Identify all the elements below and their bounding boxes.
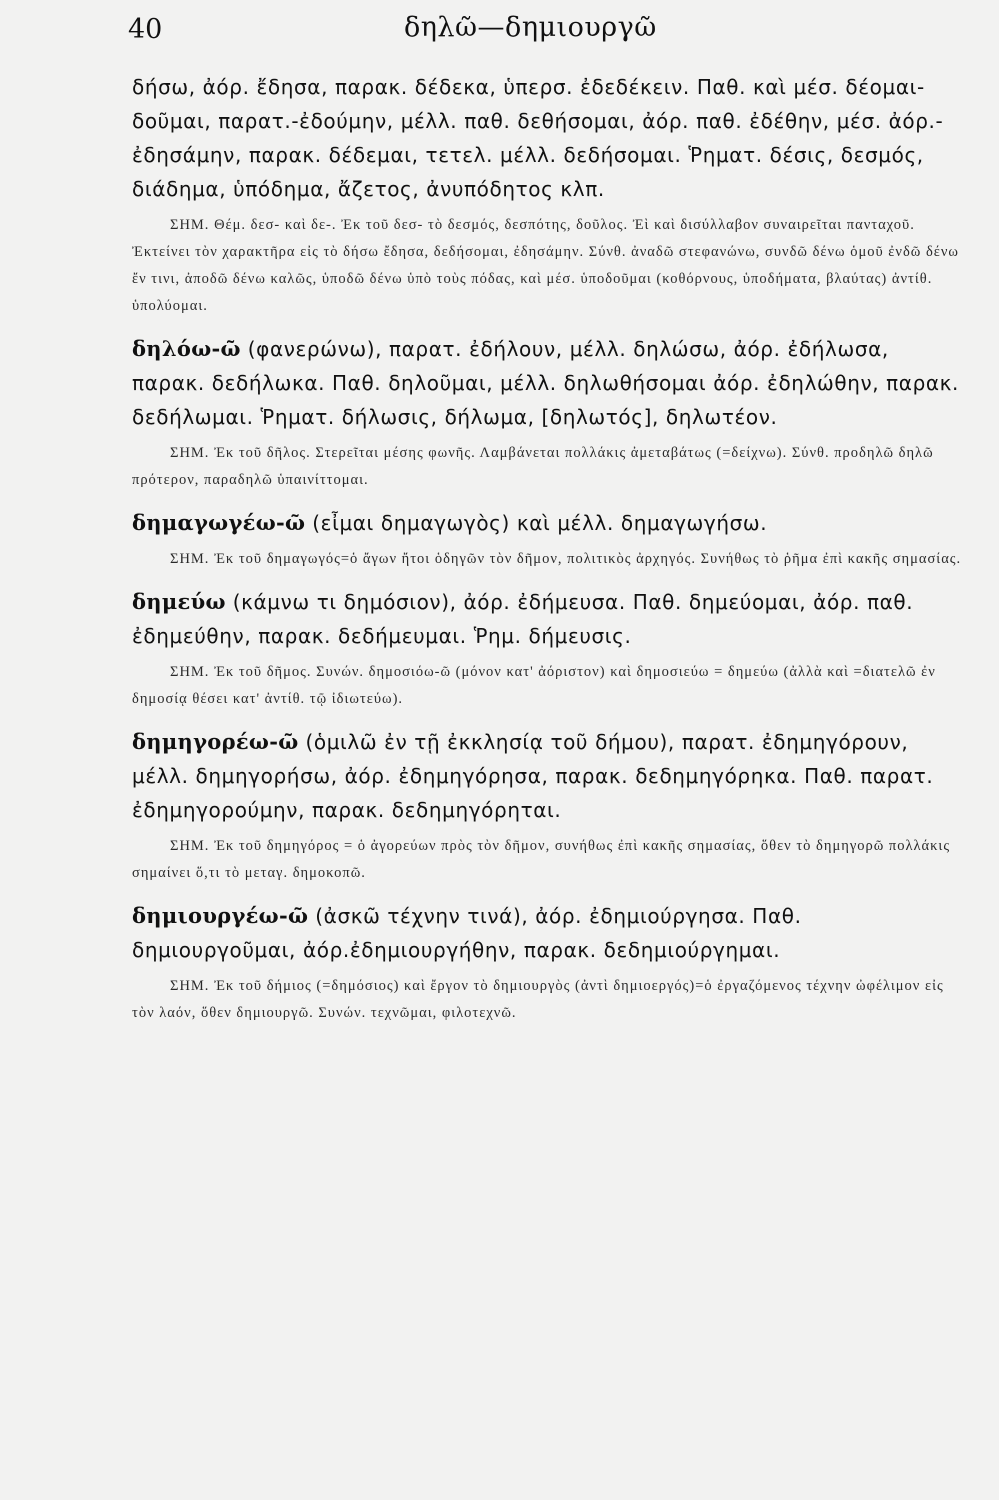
note-text: Θέμ. δεσ- καὶ δε-. Ἐκ τοῦ δεσ- τὸ δεσμός, δεσπότης, δοῦλος. Ἐὶ καὶ δισύλλαβον συναιρεῖται πανταχοῦ. Ἐκτείνει τὸν χαρακτῆρα εἰς τὸ δήσω ἔδησα, δεδήσομαι, ἐδησάμην. Σύνθ. ἀναδῶ στεφανώνω, συνδῶ δένω ὁμοῦ ἐνδῶ δένω ἔν τινι, ἀποδῶ δένω καλῶς, ὑποδῶ δένω ὑπὸ τοὺς πόδας, καὶ μέσ. ὑποδοῦμαι (κοθόρνους, ὑποδήματα, βλαύτας) ἀντίθ. ὑπολύομαι. bbox=[132, 217, 959, 314]
entry-definition: (ὁμιλῶ ἐν τῇ ἐκκλησίᾳ τοῦ δήμου), παρατ. ἐδημηγόρουν, μέλλ. δημηγορήσω, ἀόρ. ἐδημηγόρησα, παρακ. δεδημηγόρηκα. Παθ. παρατ. ἐδημηγορούμην, παρακ. δεδημηγόρηται. bbox=[132, 730, 934, 822]
note-paragraph bbox=[132, 212, 962, 320]
entry-text bbox=[132, 506, 962, 540]
entry-text bbox=[132, 725, 962, 827]
dictionary-entry bbox=[132, 585, 962, 713]
note-text: Ἐκ τοῦ δήμιος (=δημόσιος) καὶ ἔργον τὸ δημιουργὸς (ἀντὶ δημιοεργός)=ὁ ἐργαζόμενος τέχνην ὠφέλιμον εἰς τὸν λαόν, ὅθεν δημιουργῶ. Συνών. τεχνῶμαι, φιλοτεχνῶ. bbox=[132, 978, 944, 1021]
note-label: ΣΗΜ. bbox=[170, 978, 210, 994]
entry-definition: (κάμνω τι δημόσιον), ἀόρ. ἐδήμευσα. Παθ. δημεύομαι, ἀόρ. παθ. ἐδημεύθην, παρακ. δεδήμευμαι. Ῥημ. δήμευσις. bbox=[132, 590, 914, 648]
note-text: Ἐκ τοῦ δῆμος. Συνών. δημοσιόω-ῶ (μόνον κατ' ἀόριστον) καὶ δημοσιεύω = δημεύω (ἀλλὰ καὶ =διατελῶ ἐν δημοσίᾳ θέσει κατ' ἀντίθ. τῷ ἰδιωτεύω). bbox=[132, 664, 936, 707]
dictionary-entry bbox=[132, 332, 962, 494]
page-number: 40 bbox=[128, 14, 163, 45]
note-paragraph bbox=[132, 546, 962, 573]
page-body bbox=[132, 70, 962, 1035]
note-paragraph bbox=[132, 659, 962, 713]
note-text: Ἐκ τοῦ δημηγόρος = ὁ ἀγορεύων πρὸς τὸν δῆμον, συνήθως ἐπὶ κακῆς σημασίας, ὅθεν τὸ δημηγορῶ πολλάκις σημαίνει ὅ,τι τὸ μεταγ. δημοκοπῶ. bbox=[132, 838, 951, 881]
headword: δημιουργέω-ῶ bbox=[132, 903, 309, 928]
entry-text bbox=[132, 585, 962, 653]
dictionary-entry bbox=[132, 506, 962, 573]
dictionary-entry bbox=[132, 899, 962, 1027]
headword: δημαγωγέω-ῶ bbox=[132, 510, 306, 535]
note-label: ΣΗΜ. bbox=[170, 551, 210, 567]
entry-definition: (ἀσκῶ τέχνην τινά), ἀόρ. ἐδημιούργησα. Παθ. δημιουργοῦμαι, ἀόρ.ἐδημιουργήθην, παρακ. δεδημιούργημαι. bbox=[132, 904, 802, 962]
note-paragraph bbox=[132, 440, 962, 494]
note-paragraph bbox=[132, 833, 962, 887]
entry-definition: (φανερώνω), παρατ. ἐδήλουν, μέλλ. δηλώσω, ἀόρ. ἐδήλωσα, παρακ. δεδήλωκα. Παθ. δηλοῦμαι, μέλλ. δηλωθήσομαι ἀόρ. ἐδηλώθην, παρακ. δεδήλωμαι. Ῥηματ. δήλωσις, δήλωμα, [δηλωτός], δηλωτέον. bbox=[132, 337, 960, 429]
entry-text bbox=[132, 899, 962, 967]
headword: δημεύω bbox=[132, 589, 226, 614]
headword: δηλόω-ῶ bbox=[132, 336, 241, 361]
note-label: ΣΗΜ. bbox=[170, 838, 210, 854]
dictionary-entry bbox=[132, 725, 962, 887]
entry-definition: (εἶμαι δημαγωγὸς) καὶ μέλλ. δημαγωγήσω. bbox=[305, 511, 768, 535]
note-text: Ἐκ τοῦ δημαγωγός=ὁ ἄγων ἤτοι ὁδηγῶν τὸν δῆμον, πολιτικὸς ἀρχηγός. Συνήθως τὸ ῥῆμα ἐπὶ κακῆς σημασίας. bbox=[214, 551, 962, 567]
note-label: ΣΗΜ. bbox=[170, 664, 210, 680]
note-text: Ἐκ τοῦ δῆλος. Στερεῖται μέσης φωνῆς. Λαμβάνεται πολλάκις ἀμεταβάτως (=δείχνω). Σύνθ. προδηλῶ δηλῶ πρότερον, παραδηλῶ ὑπαινίττομαι. bbox=[132, 445, 934, 488]
headword: δημηγορέω-ῶ bbox=[132, 729, 299, 754]
entry-text bbox=[132, 332, 962, 434]
running-head: δηλῶ—δημιουργῶ bbox=[404, 12, 657, 43]
note-label: ΣΗΜ. bbox=[170, 445, 210, 461]
note-label: ΣΗΜ. bbox=[170, 217, 210, 233]
note-paragraph bbox=[132, 973, 962, 1027]
continuation-paragraph: δήσω, ἀόρ. ἔδησα, παρακ. δέδεκα, ὑπερσ. ἐδεδέκειν. Παθ. καὶ μέσ. δέομαι-δοῦμαι, παρατ.-ἐδούμην, μέλλ. παθ. δεθήσομαι, ἀόρ. παθ. ἐδέθην, μέσ. ἀόρ.-ἐδησάμην, παρακ. δέδεμαι, τετελ. μέλλ. δεδήσομαι. Ῥηματ. δέσις, δεσμός, διάδημα, ὑπόδημα, ἄζετος, ἀνυπόδητος κλπ. bbox=[132, 75, 944, 201]
